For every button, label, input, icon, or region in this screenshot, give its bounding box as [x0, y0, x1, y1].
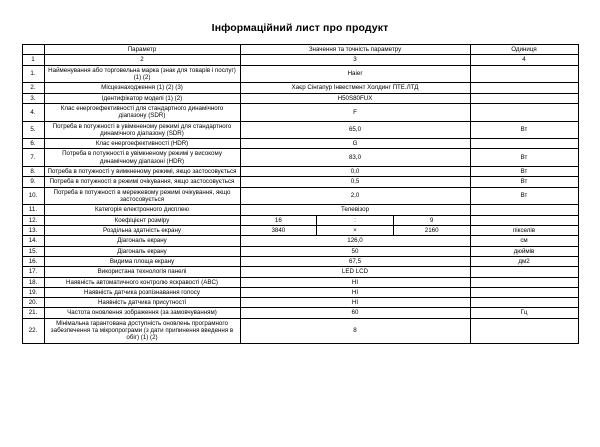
row-unit: [470, 298, 578, 308]
table-row: [22, 277, 578, 287]
row-unit: [470, 139, 578, 149]
row-value: G: [240, 139, 470, 149]
row-parameter: Мінімальна гарантована доступність оновлень програмного забезпечення та мікропрограми (з дати припинення введення в обіг) (1) (2): [44, 318, 240, 343]
row-number: 13.: [22, 225, 44, 235]
row-unit: Вт: [470, 149, 578, 167]
number-cell-1: 1: [22, 55, 44, 65]
row-number: 15.: [22, 246, 44, 256]
table-row: [22, 121, 578, 139]
row-number: 9.: [22, 177, 44, 187]
row-value: 0,0: [240, 167, 470, 177]
row-unit: дм2: [470, 256, 578, 266]
row-value: 8: [240, 318, 470, 343]
number-cell-3: 3: [240, 55, 470, 65]
row-number: 16.: [22, 256, 44, 266]
row-number: 12.: [22, 215, 44, 225]
table-number-row: [22, 55, 578, 65]
row-parameter: Наявність датчика розпізнавання голосу: [44, 287, 240, 297]
row-unit: [470, 318, 578, 343]
row-number: 8.: [22, 167, 44, 177]
row-number: 20.: [22, 298, 44, 308]
header-cell-unit: Одиниця: [470, 45, 578, 55]
row-number: 17.: [22, 267, 44, 277]
row-parameter: Потреба в потужності в увімкненому режимі у високому динамічному діапазоні (HDR): [44, 149, 240, 167]
row-value: 2,0: [240, 187, 470, 205]
row-unit: [470, 215, 578, 225]
row-number: 1.: [22, 65, 44, 83]
row-number: 19.: [22, 287, 44, 297]
resolution-horizontal: 3840: [241, 226, 317, 235]
row-number: 22.: [22, 318, 44, 343]
resolution-vertical: 2160: [424, 226, 439, 234]
row-number: 6.: [22, 139, 44, 149]
row-parameter: Клас енергоефективності (HDR): [44, 139, 240, 149]
row-value: Haier: [240, 65, 470, 83]
table-row: [22, 103, 578, 121]
header-cell-value: Значення та точність параметру: [240, 45, 470, 55]
table-row: [22, 308, 578, 318]
table-row: [22, 215, 578, 225]
table-row: [22, 167, 578, 177]
row-unit: пікселів: [470, 225, 578, 235]
table-row: [22, 205, 578, 215]
row-parameter: Потреба в потужності в мережевому режимі очікування, якщо застосовується: [44, 187, 240, 205]
row-number: 18.: [22, 277, 44, 287]
table-row: [22, 177, 578, 187]
row-parameter: Частота оновлення зображення (за замовчуванням): [44, 308, 240, 318]
table-body: [22, 45, 578, 344]
row-parameter: Найменування або торговельна марка (знак для товарів і послуг)(1) (2): [44, 65, 240, 83]
table-row: [22, 83, 578, 93]
table-row: [22, 256, 578, 266]
row-value: 65,0: [240, 121, 470, 139]
row-parameter: Діагональ екрану: [44, 246, 240, 256]
aspect-ratio-width: 16: [241, 216, 317, 225]
table-row: [22, 187, 578, 205]
row-value: Хаєр Сінгапур Інвестмент Холдинг ПТЕ.ЛТД: [240, 83, 470, 93]
row-unit: дюймів: [470, 246, 578, 256]
row-value: 67,5: [240, 256, 470, 266]
row-number: 3.: [22, 93, 44, 103]
row-parameter: Наявність автоматичного контролю яскравості (ABC): [44, 277, 240, 287]
row-parameter: Клас енергоефективності для стандартного динамічного діапазону (SDR): [44, 103, 240, 121]
row-unit: Вт: [470, 167, 578, 177]
table-row: [22, 246, 578, 256]
row-number: 4.: [22, 103, 44, 121]
header-cell-blank: [22, 45, 44, 55]
table-row: [22, 287, 578, 297]
row-unit: см: [470, 236, 578, 246]
table-row: [22, 93, 578, 103]
row-unit: Гц: [470, 308, 578, 318]
row-parameter: Категорія електронного дисплею: [44, 205, 240, 215]
product-fiche-page: [0, 22, 600, 447]
row-unit: Вт: [470, 121, 578, 139]
table-row: [22, 65, 578, 83]
row-value: НІ: [240, 287, 470, 297]
row-unit: [470, 65, 578, 83]
row-value: 50: [240, 246, 470, 256]
row-parameter: Ідентифікатор моделі (1) (2): [44, 93, 240, 103]
row-value: Телевізор: [240, 205, 470, 215]
number-cell-4: 4: [470, 55, 578, 65]
row-parameter: Використана технологія панелі: [44, 267, 240, 277]
row-number: 10.: [22, 187, 44, 205]
row-parameter: Місцезнаходження (1) (2) (3): [44, 83, 240, 93]
row-parameter: Наявність датчика присутності: [44, 298, 240, 308]
aspect-ratio-separator: :: [317, 216, 394, 225]
row-parameter: Потреба в потужності в режимі очікування, якщо застосовується: [44, 177, 240, 187]
row-number: 5.: [22, 121, 44, 139]
row-value: 126,0: [240, 236, 470, 246]
row-parameter: Коефіцієнт розміру: [44, 215, 240, 225]
row-value: 0,5: [240, 177, 470, 187]
row-unit: [470, 103, 578, 121]
row-parameter: Потреба в потужності у вимкненому режимі, якщо застосовується: [44, 167, 240, 177]
row-number: 14.: [22, 236, 44, 246]
table-row: [22, 149, 578, 167]
row-unit: [470, 93, 578, 103]
header-cell-parameter: Параметр: [44, 45, 240, 55]
row-number: 7.: [22, 149, 44, 167]
row-value: НІ: [240, 298, 470, 308]
row-unit: [470, 277, 578, 287]
row-parameter: Видима площа екрану: [44, 256, 240, 266]
row-parameter: Потреба в потужності в увімкненому режимі для стандартного динамічного діапазону (SDR): [44, 121, 240, 139]
resolution-separator: ×: [317, 226, 394, 235]
table-row: [22, 298, 578, 308]
table-row: [22, 267, 578, 277]
row-number: 21.: [22, 308, 44, 318]
table-row: [22, 139, 578, 149]
number-cell-2: 2: [44, 55, 240, 65]
row-unit: Вт: [470, 187, 578, 205]
row-number: 11.: [22, 205, 44, 215]
row-unit: [470, 287, 578, 297]
row-value: 83,0: [240, 149, 470, 167]
row-parameter: Діагональ екрану: [44, 236, 240, 246]
aspect-ratio-height: 9: [429, 216, 434, 224]
row-parameter: Роздільна здатність екрану: [44, 225, 240, 235]
row-value: F: [240, 103, 470, 121]
row-unit: [470, 267, 578, 277]
row-number: 2.: [22, 83, 44, 93]
table-row: [22, 318, 578, 343]
table-row: [22, 236, 578, 246]
row-value: LED LCD: [240, 267, 470, 277]
row-value-split: [240, 225, 470, 235]
row-unit: [470, 83, 578, 93]
row-value-split: [240, 215, 470, 225]
table-header-row: [22, 45, 578, 55]
row-value: 60: [240, 308, 470, 318]
page-title: Інформаційний лист про продукт: [211, 22, 389, 34]
row-value: НІ: [240, 277, 470, 287]
row-unit: Вт: [470, 177, 578, 187]
product-fiche-table: [22, 44, 579, 344]
row-value: H50S80FUX: [240, 93, 470, 103]
row-unit: [470, 205, 578, 215]
table-row: [22, 225, 578, 235]
